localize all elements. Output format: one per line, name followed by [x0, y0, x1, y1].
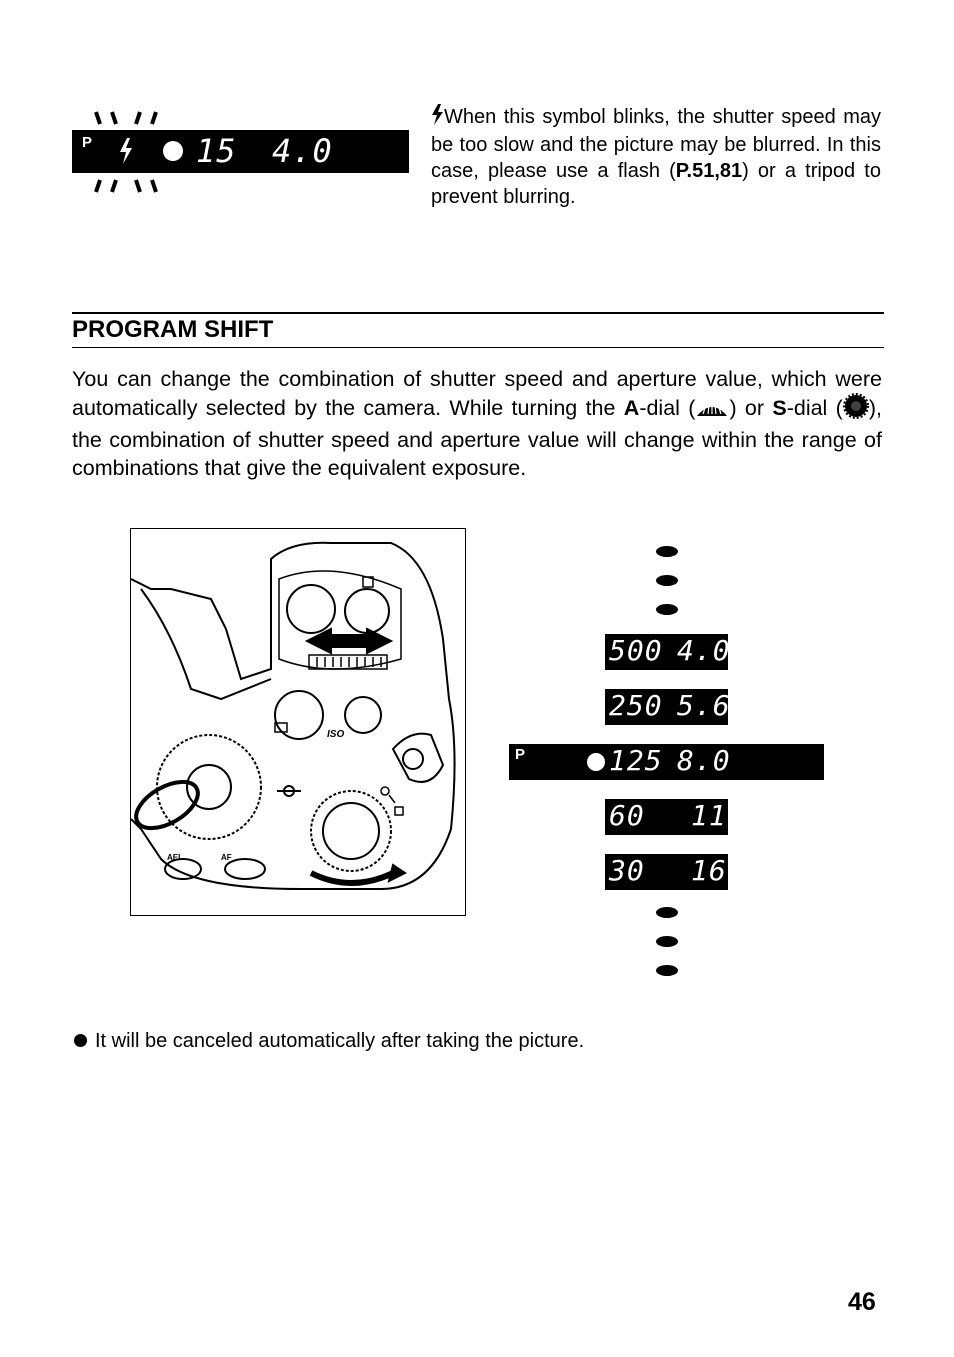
a-dial-icon — [695, 397, 729, 425]
section-title: PROGRAM SHIFT — [72, 316, 274, 343]
a-dial-label: -dial — [639, 396, 680, 420]
shutter-value: 30 — [609, 854, 645, 887]
ready-dot-icon — [587, 753, 605, 771]
intro-paragraph: You can change the combination of shutter speed and aperture value, which were automatically selected by the camera. While turning the A-dial ( ) or S-dial ( ), the combination of shutter speed and aperture value will change within the range of combinations that give the equivalent exposure. — [72, 367, 882, 480]
intro-text-2: ), the combination of shutter speed and aperture value will change within the range of combinations that give the equivalent exposure. — [72, 396, 882, 480]
shift-display-active — [509, 744, 824, 780]
flash-warning-note — [431, 104, 881, 210]
section-top-rule — [72, 312, 884, 314]
aperture-value: 16 — [691, 854, 727, 887]
iso-label: ISO — [327, 729, 345, 740]
ellipsis-dot — [656, 575, 678, 586]
bullet-note-text: It will be canceled automatically after taking the picture. — [95, 1030, 585, 1052]
shutter-value: 15 — [196, 132, 237, 170]
shutter-value: 60 — [609, 799, 645, 832]
shift-display-1 — [605, 634, 731, 670]
aperture-value: 5.6 — [677, 689, 731, 722]
flash-icon — [118, 138, 134, 169]
ellipsis-dot — [656, 546, 678, 557]
camera-illustration — [130, 528, 466, 916]
flash-note-text: When this symbol blinks, the shutter speed may be too slow and the picture may be blurred. In this case, please use a flash ( — [431, 106, 881, 182]
flash-symbol-icon — [431, 104, 444, 132]
ready-dot-icon — [163, 141, 183, 161]
bullet-note — [74, 1028, 584, 1054]
intro-text-1: You can change the combination of shutter speed and aperture value, which were automatically selected by the camera. While turning the — [72, 367, 882, 420]
page-reference-link[interactable]: P.51,81 — [675, 160, 743, 182]
lcd-display-top — [72, 130, 409, 173]
shift-display-4 — [605, 799, 728, 835]
s-dial-label: -dial — [786, 396, 828, 420]
ellipsis-dot — [656, 965, 678, 976]
section-bottom-rule — [72, 347, 884, 348]
blink-marks-top — [92, 110, 164, 126]
ellipsis-dot — [656, 907, 678, 918]
page-number: 46 — [848, 1288, 876, 1316]
shutter-value: 250 — [609, 689, 663, 722]
mode-indicator: P — [82, 134, 93, 151]
blink-marks-bottom — [92, 178, 164, 194]
aperture-value: 11 — [691, 799, 727, 832]
bullet-icon — [74, 1034, 87, 1047]
shutter-value: 125 — [609, 744, 663, 777]
shift-display-2 — [605, 689, 731, 725]
aperture-value: 4.0 — [272, 132, 333, 170]
ellipsis-dot — [656, 936, 678, 947]
ellipsis-dot — [656, 604, 678, 615]
aperture-value: 8.0 — [677, 744, 731, 777]
shift-display-5 — [605, 854, 728, 890]
mode-indicator: P — [515, 746, 526, 763]
s-dial-icon — [843, 393, 869, 426]
af-label: AF — [221, 853, 232, 862]
ael-label: AEL — [167, 853, 183, 862]
a-dial-letter: A — [623, 396, 640, 420]
shutter-value: 500 — [609, 634, 663, 667]
aperture-value: 4.0 — [677, 634, 731, 667]
or-text: ) or — [729, 396, 773, 420]
s-dial-letter: S — [772, 396, 787, 420]
flash-note-text-end: ) or a tripod to prevent blurring. — [431, 160, 881, 208]
